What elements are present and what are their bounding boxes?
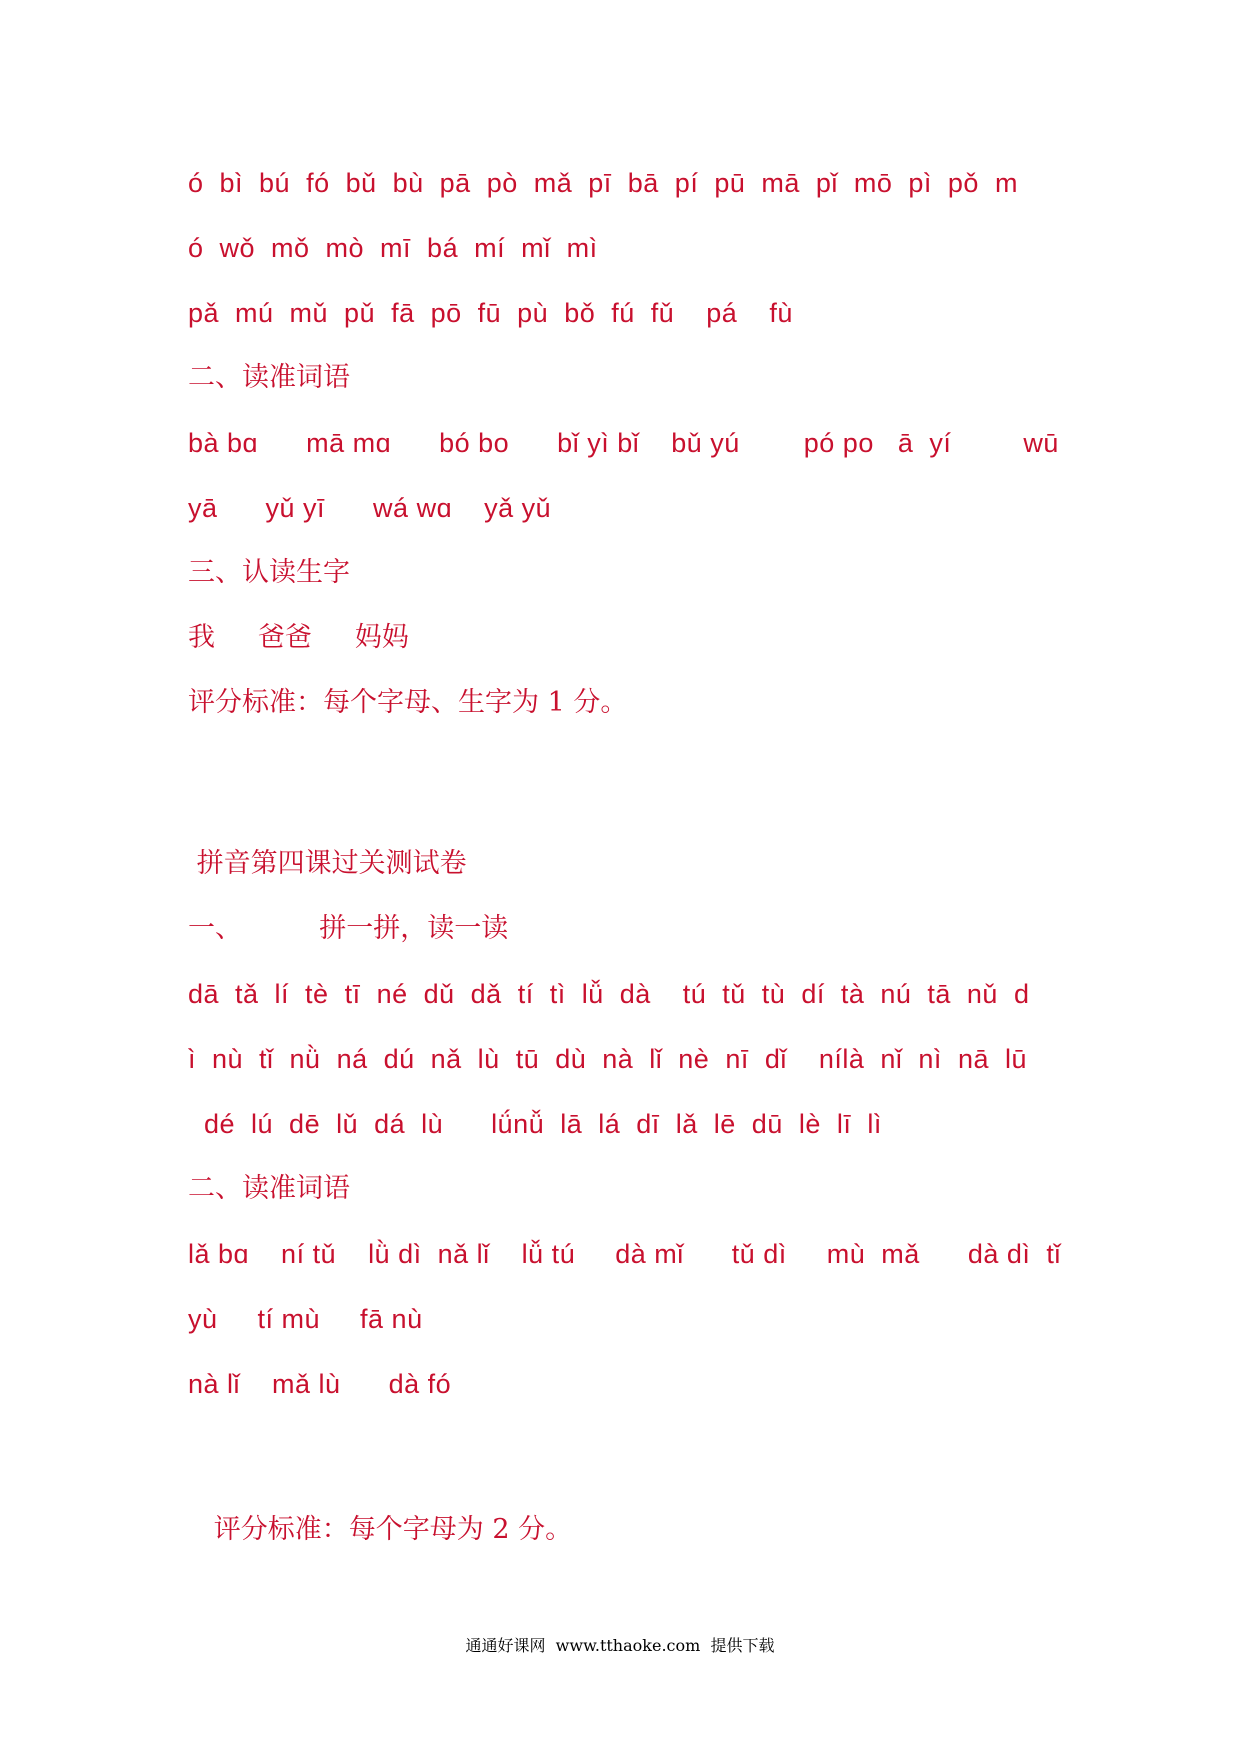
lesson3-section3-heading: 三、认读生字 [188, 557, 350, 588]
lesson4-words-line-2: yù tí mù fā nù [188, 1304, 423, 1334]
lesson3-pinyin-line-2: ó wǒ mǒ mò mī bá mí mǐ mì [188, 233, 598, 263]
lesson3-words-line-2: yā yǔ yī wá wɑ yǎ yǔ [188, 493, 552, 523]
lesson4-scoring: 评分标准：每个字母为 2 分。 [188, 1514, 573, 1545]
lesson4-section2-heading: 二、读准词语 [188, 1173, 350, 1204]
lesson3-section2-heading: 二、读准词语 [188, 362, 350, 393]
lesson3-pinyin-line-1: ó bì bú fó bǔ bù pā pò mǎ pī bā pí pū mā pǐ mō pì pǒ m [188, 168, 1018, 198]
lesson3-characters: 我 爸爸 妈妈 [188, 622, 409, 653]
page-footer: 通通好课网 www.tthaoke.com 提供下载 [465, 1636, 775, 1655]
lesson4-pinyin-line-2: ì nù tǐ nǜ ná dú nǎ lù tū dù nà lǐ nè nī dǐ nílà nǐ nì nā lū [188, 1044, 1027, 1074]
lesson4-pinyin-line-1: dā tǎ lí tè tī né dǔ dǎ tí tì lǚ dà tú tǔ tù dí tà nú tā nǔ d [188, 979, 1030, 1009]
lesson3-pinyin-line-3: pǎ mú mǔ pǔ fā pō fū pù bǒ fú fǔ pá fù [188, 298, 793, 328]
lesson4-words-line-1: lǎ bɑ ní tǔ lǜ dì nǎ lǐ lǚ tú dà mǐ tǔ dì mù mǎ dà dì tǐ [188, 1239, 1061, 1269]
lesson4-section1-heading: 一、 拼一拼，读一读 [188, 913, 509, 944]
lesson4-pinyin-line-3: dé lú dē lǔ dá lù lǘnǚ lā lá dī lǎ lē dū lè lī lì [188, 1109, 882, 1139]
lesson4-title: 拼音第四课过关测试卷 [188, 848, 467, 879]
lesson4-words-line-3: nà lǐ mǎ lù dà fó [188, 1369, 452, 1399]
lesson3-scoring: 评分标准：每个字母、生字为 1 分。 [188, 687, 628, 718]
lesson3-words-line-1: bà bɑ mā mɑ bó bo bǐ yì bǐ bǔ yú pó po ā yí wū [188, 428, 1059, 458]
